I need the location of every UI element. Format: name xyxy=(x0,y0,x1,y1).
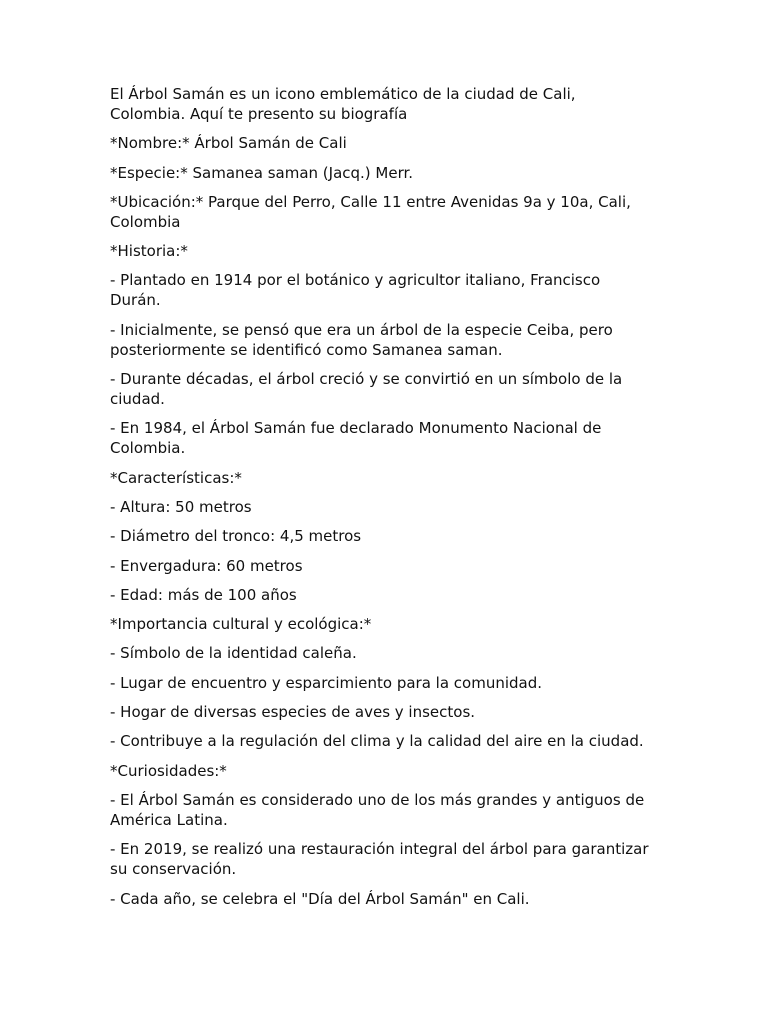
characteristics-heading: *Características:* xyxy=(110,468,242,487)
history-item: - Inicialmente, se pensó que era un árbol de la especie Ceiba, pero posteriormente se identificó como Samanea saman. xyxy=(110,320,613,359)
curiosities-heading: *Curiosidades:* xyxy=(110,761,227,780)
history-item: - Durante décadas, el árbol creció y se convirtió en un símbolo de la ciudad. xyxy=(110,370,623,409)
characteristics-item: - Altura: 50 metros xyxy=(110,497,252,516)
importance-heading: *Importancia cultural y ecológica:* xyxy=(110,615,372,634)
importance-item: - Símbolo de la identidad caleña. xyxy=(110,644,357,663)
characteristics-item: - Diámetro del tronco: 4,5 metros xyxy=(110,527,362,546)
history-item: - En 1984, el Árbol Samán fue declarado Monumento Nacional de Colombia. xyxy=(110,419,602,458)
curiosities-item: - El Árbol Samán es considerado uno de los más grandes y antiguos de América Latina. xyxy=(110,790,645,829)
intro-paragraph: El Árbol Samán es un icono emblemático de la ciudad de Cali, Colombia. Aquí te presento su biografía xyxy=(110,85,576,123)
importance-item: - Lugar de encuentro y esparcimiento para la comunidad. xyxy=(110,673,543,692)
importance-item: - Contribuye a la regulación del clima y la calidad del aire en la ciudad. xyxy=(110,732,644,751)
characteristics-item: - Envergadura: 60 metros xyxy=(110,556,303,575)
curiosities-item: - Cada año, se celebra el "Día del Árbol Samán" en Cali. xyxy=(110,889,530,908)
history-item: - Plantado en 1914 por el botánico y agricultor italiano, Francisco Durán. xyxy=(110,271,601,310)
document-body xyxy=(110,84,655,918)
importance-item: - Hogar de diversas especies de aves y insectos. xyxy=(110,703,476,722)
history-heading: *Historia:* xyxy=(110,242,188,261)
species-line: *Especie:* Samanea saman (Jacq.) Merr. xyxy=(110,163,414,182)
characteristics-item: - Edad: más de 100 años xyxy=(110,585,297,604)
curiosities-item: - En 2019, se realizó una restauración integral del árbol para garantizar su conservación. xyxy=(110,840,649,879)
name-line: *Nombre:* Árbol Samán de Cali xyxy=(110,134,347,153)
location-line: *Ubicación:* Parque del Perro, Calle 11 entre Avenidas 9a y 10a, Cali, Colombia xyxy=(110,192,631,231)
